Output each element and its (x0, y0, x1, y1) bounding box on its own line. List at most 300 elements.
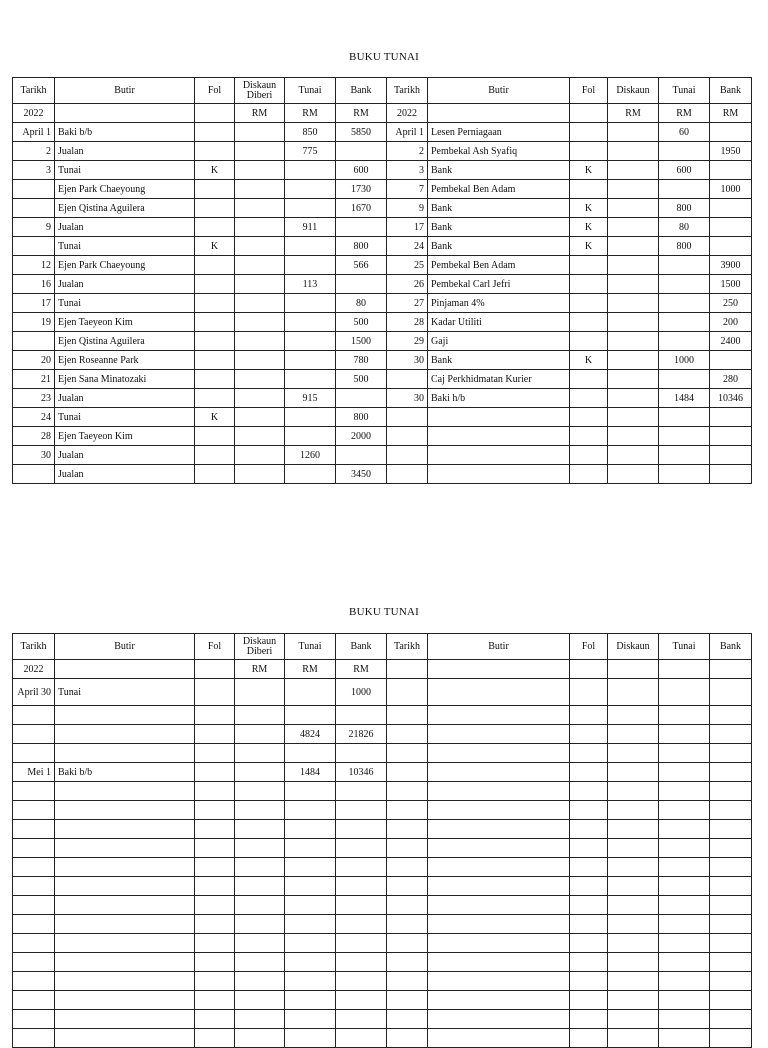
cell-dr-cash (285, 915, 336, 934)
cell-dr-date: 9 (13, 218, 55, 237)
cell-cr-desc: Bank (428, 218, 570, 237)
cell-dr-fol (195, 256, 235, 275)
cell-cr-date (387, 953, 428, 972)
cell-cr-discount (608, 991, 659, 1010)
cell-cr-desc: Bank (428, 199, 570, 218)
cell-dr-date (13, 801, 55, 820)
cell-dr-discount (235, 142, 285, 161)
cell-cr-cash (659, 1029, 710, 1048)
cell-cr-desc: Pembekal Carl Jefri (428, 275, 570, 294)
cell-cr-desc (428, 1010, 570, 1029)
cell-cr-desc (428, 1029, 570, 1048)
cell-cr-bank (710, 351, 752, 370)
cell-cr-desc: Bank (428, 161, 570, 180)
cell-dr-desc: Tunai (55, 408, 195, 427)
cell-dr-desc (55, 1010, 195, 1029)
cell-cr-date (387, 801, 428, 820)
cell-dr-cash (285, 782, 336, 801)
cell-cr-date (387, 858, 428, 877)
cell-dr-bank (336, 389, 387, 408)
cell-dr-fol: K (195, 237, 235, 256)
cell-dr-date (13, 782, 55, 801)
table-row (13, 858, 752, 877)
cell-cr-desc (428, 972, 570, 991)
cell-dr-discount (235, 237, 285, 256)
cell-cr-date (387, 465, 428, 484)
cell-dr-fol (195, 877, 235, 896)
cell-cr-bank (710, 465, 752, 484)
column-header-cr-discount: Diskaun (608, 78, 659, 104)
unit-cell-dr-fol (195, 104, 235, 123)
cell-dr-desc (55, 877, 195, 896)
cell-cr-discount (608, 275, 659, 294)
table-row (13, 839, 752, 858)
cell-dr-bank: 780 (336, 351, 387, 370)
page-title-2: BUKU TUNAI (349, 606, 419, 618)
column-header-cr-date: Tarikh (387, 634, 428, 660)
cell-cr-date: 25 (387, 256, 428, 275)
cell-dr-fol (195, 313, 235, 332)
cell-cr-date: 30 (387, 351, 428, 370)
cell-cr-date (387, 427, 428, 446)
cell-cr-fol: K (570, 351, 608, 370)
unit-cell-dr-bank: RM (336, 104, 387, 123)
cell-dr-discount (235, 858, 285, 877)
unit-cell-cr-desc (428, 660, 570, 679)
unit-cell-cr-discount (608, 660, 659, 679)
unit-cell-dr-desc (55, 104, 195, 123)
cell-dr-bank: 800 (336, 408, 387, 427)
cell-cr-desc (428, 820, 570, 839)
cell-cr-cash (659, 896, 710, 915)
cell-dr-bank: 1670 (336, 199, 387, 218)
cell-dr-discount (235, 744, 285, 763)
cell-dr-date (13, 465, 55, 484)
cell-dr-discount (235, 180, 285, 199)
cell-dr-date (13, 839, 55, 858)
cell-cr-discount (608, 256, 659, 275)
cell-cr-date (387, 679, 428, 706)
cell-dr-cash: 1260 (285, 446, 336, 465)
cell-dr-desc: Ejen Sana Minatozaki (55, 370, 195, 389)
cell-dr-cash: 1484 (285, 763, 336, 782)
cell-cr-bank (710, 820, 752, 839)
cell-cr-desc (428, 991, 570, 1010)
cell-cr-bank (710, 199, 752, 218)
cell-cr-desc (428, 953, 570, 972)
cell-dr-desc (55, 972, 195, 991)
cell-cr-bank (710, 839, 752, 858)
cell-dr-cash (285, 679, 336, 706)
cell-cr-fol: K (570, 161, 608, 180)
column-header-dr-cash: Tunai (285, 78, 336, 104)
cell-dr-desc (55, 706, 195, 725)
cell-cr-cash (659, 465, 710, 484)
cell-dr-bank: 10346 (336, 763, 387, 782)
unit-row (13, 660, 752, 679)
cell-dr-desc: Tunai (55, 237, 195, 256)
cell-dr-fol (195, 1010, 235, 1029)
cell-cr-cash (659, 782, 710, 801)
cell-cr-date: 24 (387, 237, 428, 256)
cell-dr-cash (285, 877, 336, 896)
header-row (13, 78, 752, 104)
cell-dr-desc: Tunai (55, 161, 195, 180)
cell-cr-desc: Pembekal Ben Adam (428, 256, 570, 275)
cell-dr-bank: 80 (336, 294, 387, 313)
cell-cr-discount (608, 142, 659, 161)
cell-dr-date (13, 237, 55, 256)
cell-cr-bank (710, 782, 752, 801)
cell-dr-cash (285, 294, 336, 313)
cell-dr-fol (195, 123, 235, 142)
unit-cell-dr-fol (195, 660, 235, 679)
cell-cr-discount (608, 763, 659, 782)
table-row (13, 706, 752, 725)
cell-dr-date (13, 1010, 55, 1029)
table-row (13, 142, 752, 161)
cell-dr-desc: Jualan (55, 142, 195, 161)
unit-cell-dr-discount: RM (235, 104, 285, 123)
table-row (13, 370, 752, 389)
cell-dr-bank: 1730 (336, 180, 387, 199)
cell-cr-bank (710, 408, 752, 427)
cell-dr-desc (55, 991, 195, 1010)
unit-cell-dr-desc (55, 660, 195, 679)
cell-cr-fol (570, 679, 608, 706)
cell-dr-discount (235, 427, 285, 446)
cell-dr-fol (195, 782, 235, 801)
cell-cr-date: 26 (387, 275, 428, 294)
cell-cr-fol (570, 427, 608, 446)
table-row (13, 744, 752, 763)
cell-cr-discount (608, 706, 659, 725)
cell-dr-desc: Jualan (55, 465, 195, 484)
cell-cr-bank (710, 237, 752, 256)
column-header-cr-bank: Bank (710, 634, 752, 660)
cell-dr-fol (195, 706, 235, 725)
cell-cr-desc: Caj Perkhidmatan Kurier (428, 370, 570, 389)
cell-cr-fol (570, 801, 608, 820)
cell-dr-desc: Jualan (55, 389, 195, 408)
cell-dr-cash (285, 1010, 336, 1029)
cell-dr-fol (195, 953, 235, 972)
cell-cr-bank (710, 896, 752, 915)
cell-dr-discount (235, 218, 285, 237)
cell-cr-discount (608, 744, 659, 763)
cell-cr-date (387, 896, 428, 915)
cell-cr-bank: 10346 (710, 389, 752, 408)
cell-cr-discount (608, 725, 659, 744)
cell-dr-fol (195, 679, 235, 706)
cell-dr-date (13, 744, 55, 763)
cell-cr-cash (659, 820, 710, 839)
cell-dr-cash: 775 (285, 142, 336, 161)
cell-dr-cash (285, 744, 336, 763)
cell-cr-cash (659, 370, 710, 389)
cell-dr-cash (285, 313, 336, 332)
cell-cr-cash (659, 915, 710, 934)
column-header-dr-fol: Fol (195, 78, 235, 104)
cell-cr-cash (659, 180, 710, 199)
cell-dr-desc: Jualan (55, 218, 195, 237)
table-row (13, 1029, 752, 1048)
cell-cr-cash: 80 (659, 218, 710, 237)
cell-dr-discount (235, 877, 285, 896)
cell-dr-bank (336, 820, 387, 839)
cell-dr-desc: Baki b/b (55, 763, 195, 782)
cell-dr-desc: Ejen Qistina Aguilera (55, 199, 195, 218)
cell-cr-desc: Kadar Utiliti (428, 313, 570, 332)
cell-dr-desc: Baki b/b (55, 123, 195, 142)
cell-cr-fol (570, 915, 608, 934)
cell-dr-cash (285, 858, 336, 877)
cell-dr-fol (195, 725, 235, 744)
cell-dr-bank: 500 (336, 370, 387, 389)
cell-dr-fol (195, 199, 235, 218)
table-row (13, 275, 752, 294)
table-row (13, 934, 752, 953)
cell-cr-date (387, 1029, 428, 1048)
cell-dr-fol (195, 446, 235, 465)
column-header-dr-discount: Diskaun Diberi (235, 634, 285, 660)
cell-dr-desc: Ejen Roseanne Park (55, 351, 195, 370)
cell-dr-desc: Jualan (55, 446, 195, 465)
cell-cr-discount (608, 408, 659, 427)
cell-dr-fol (195, 351, 235, 370)
cell-dr-date (13, 180, 55, 199)
cell-cr-bank (710, 1029, 752, 1048)
cell-cr-bank: 1500 (710, 275, 752, 294)
cell-dr-desc: Tunai (55, 679, 195, 706)
cell-dr-bank (336, 858, 387, 877)
cell-cr-desc (428, 446, 570, 465)
cell-dr-desc (55, 782, 195, 801)
column-header-cr-discount: Diskaun (608, 634, 659, 660)
cell-dr-fol (195, 1029, 235, 1048)
cell-cr-desc (428, 877, 570, 896)
cell-cr-desc: Pinjaman 4% (428, 294, 570, 313)
cell-dr-desc (55, 915, 195, 934)
cell-dr-cash: 4824 (285, 725, 336, 744)
cell-dr-bank: 1500 (336, 332, 387, 351)
cell-dr-discount (235, 679, 285, 706)
cell-dr-fol (195, 294, 235, 313)
cell-cr-cash: 60 (659, 123, 710, 142)
cell-cr-date (387, 782, 428, 801)
cell-dr-bank (336, 275, 387, 294)
unit-cell-cr-discount: RM (608, 104, 659, 123)
cell-dr-date (13, 934, 55, 953)
cell-dr-discount (235, 782, 285, 801)
cell-dr-cash (285, 801, 336, 820)
cell-cr-fol (570, 180, 608, 199)
cell-dr-fol (195, 427, 235, 446)
cell-dr-cash (285, 332, 336, 351)
cell-dr-desc (55, 896, 195, 915)
cell-cr-discount (608, 218, 659, 237)
cell-cr-date (387, 370, 428, 389)
cell-dr-discount (235, 199, 285, 218)
cell-cr-bank (710, 161, 752, 180)
cell-cr-discount (608, 1010, 659, 1029)
cell-cr-fol (570, 389, 608, 408)
cell-dr-discount (235, 801, 285, 820)
cell-cr-fol (570, 332, 608, 351)
cell-dr-bank: 1000 (336, 679, 387, 706)
cell-cr-fol (570, 991, 608, 1010)
table-row (13, 294, 752, 313)
cell-dr-fol: K (195, 408, 235, 427)
cell-cr-discount (608, 370, 659, 389)
column-header-dr-date: Tarikh (13, 78, 55, 104)
cell-cr-date: 28 (387, 313, 428, 332)
cell-cr-desc: Bank (428, 351, 570, 370)
cell-cr-date (387, 934, 428, 953)
cell-dr-bank: 566 (336, 256, 387, 275)
cell-cr-date (387, 446, 428, 465)
table-row (13, 237, 752, 256)
cell-cr-desc (428, 465, 570, 484)
cell-cr-discount (608, 972, 659, 991)
cell-cr-date: 3 (387, 161, 428, 180)
cell-cr-discount (608, 839, 659, 858)
cell-cr-cash (659, 256, 710, 275)
cell-dr-date (13, 953, 55, 972)
table-row (13, 1010, 752, 1029)
cell-dr-bank (336, 142, 387, 161)
cell-dr-fol (195, 389, 235, 408)
cell-dr-date (13, 915, 55, 934)
table-row (13, 332, 752, 351)
cell-cr-cash (659, 275, 710, 294)
cell-cr-discount (608, 351, 659, 370)
cell-cr-date: 27 (387, 294, 428, 313)
cell-cr-fol (570, 934, 608, 953)
table-row (13, 679, 752, 706)
cell-dr-bank (336, 915, 387, 934)
cell-cr-discount (608, 313, 659, 332)
cell-dr-cash (285, 427, 336, 446)
unit-cell-cr-cash: RM (659, 104, 710, 123)
cell-cr-discount (608, 123, 659, 142)
cell-dr-bank (336, 839, 387, 858)
cell-dr-fol (195, 839, 235, 858)
cell-dr-cash (285, 896, 336, 915)
cell-dr-fol (195, 744, 235, 763)
cell-dr-cash (285, 256, 336, 275)
header-row (13, 634, 752, 660)
cell-dr-cash: 915 (285, 389, 336, 408)
cell-dr-discount (235, 820, 285, 839)
cell-dr-bank (336, 934, 387, 953)
table-row (13, 427, 752, 446)
cell-cr-date (387, 877, 428, 896)
table-row (13, 877, 752, 896)
cell-dr-date: April 30 (13, 679, 55, 706)
cell-cr-fol (570, 706, 608, 725)
cell-cr-fol (570, 839, 608, 858)
cell-dr-bank (336, 801, 387, 820)
cell-cr-cash (659, 679, 710, 706)
cell-cr-bank: 2400 (710, 332, 752, 351)
cell-dr-cash: 850 (285, 123, 336, 142)
cell-dr-date (13, 877, 55, 896)
cell-dr-desc: Ejen Park Chaeyoung (55, 256, 195, 275)
cell-dr-bank (336, 446, 387, 465)
cell-dr-cash (285, 351, 336, 370)
cell-cr-cash (659, 858, 710, 877)
cell-cr-fol (570, 782, 608, 801)
unit-cell-cr-date: 2022 (387, 104, 428, 123)
cell-cr-date: April 1 (387, 123, 428, 142)
cell-dr-desc (55, 820, 195, 839)
cell-dr-discount (235, 389, 285, 408)
cell-cr-bank: 1000 (710, 180, 752, 199)
cell-cr-desc (428, 915, 570, 934)
cell-dr-date: 23 (13, 389, 55, 408)
cell-dr-date: 21 (13, 370, 55, 389)
cell-dr-cash (285, 839, 336, 858)
cell-cr-fol (570, 370, 608, 389)
cell-dr-discount (235, 839, 285, 858)
cell-cr-desc (428, 839, 570, 858)
cell-cr-bank: 250 (710, 294, 752, 313)
cell-cr-fol (570, 953, 608, 972)
cell-cr-discount (608, 782, 659, 801)
cell-dr-date (13, 896, 55, 915)
cell-dr-cash (285, 972, 336, 991)
cell-cr-date: 9 (387, 199, 428, 218)
cell-dr-fol (195, 370, 235, 389)
cell-cr-desc (428, 782, 570, 801)
cell-cr-desc: Pembekal Ash Syafiq (428, 142, 570, 161)
cell-cr-bank: 280 (710, 370, 752, 389)
cell-dr-bank: 3450 (336, 465, 387, 484)
cell-dr-discount (235, 1010, 285, 1029)
cell-dr-cash (285, 991, 336, 1010)
cell-dr-bank (336, 877, 387, 896)
cell-dr-bank (336, 972, 387, 991)
cell-cr-desc: Lesen Perniagaan (428, 123, 570, 142)
table-row (13, 782, 752, 801)
cell-cr-fol (570, 408, 608, 427)
cell-cr-discount (608, 858, 659, 877)
cell-dr-date: 30 (13, 446, 55, 465)
cell-cr-fol (570, 972, 608, 991)
cell-cr-cash (659, 934, 710, 953)
cell-cr-discount (608, 427, 659, 446)
cell-cr-fol (570, 1029, 608, 1048)
cell-dr-date: April 1 (13, 123, 55, 142)
cell-dr-discount (235, 161, 285, 180)
cell-cr-discount (608, 180, 659, 199)
column-header-dr-cash: Tunai (285, 634, 336, 660)
column-header-cr-cash: Tunai (659, 78, 710, 104)
cell-dr-desc (55, 839, 195, 858)
cell-dr-discount (235, 370, 285, 389)
cell-cr-bank (710, 953, 752, 972)
cell-cr-bank (710, 858, 752, 877)
cell-dr-fol (195, 972, 235, 991)
cell-dr-fol (195, 934, 235, 953)
cell-cr-date (387, 744, 428, 763)
cell-dr-bank (336, 1010, 387, 1029)
cell-cr-bank (710, 679, 752, 706)
unit-cell-cr-cash (659, 660, 710, 679)
cell-cr-discount (608, 1029, 659, 1048)
unit-cell-dr-cash: RM (285, 660, 336, 679)
